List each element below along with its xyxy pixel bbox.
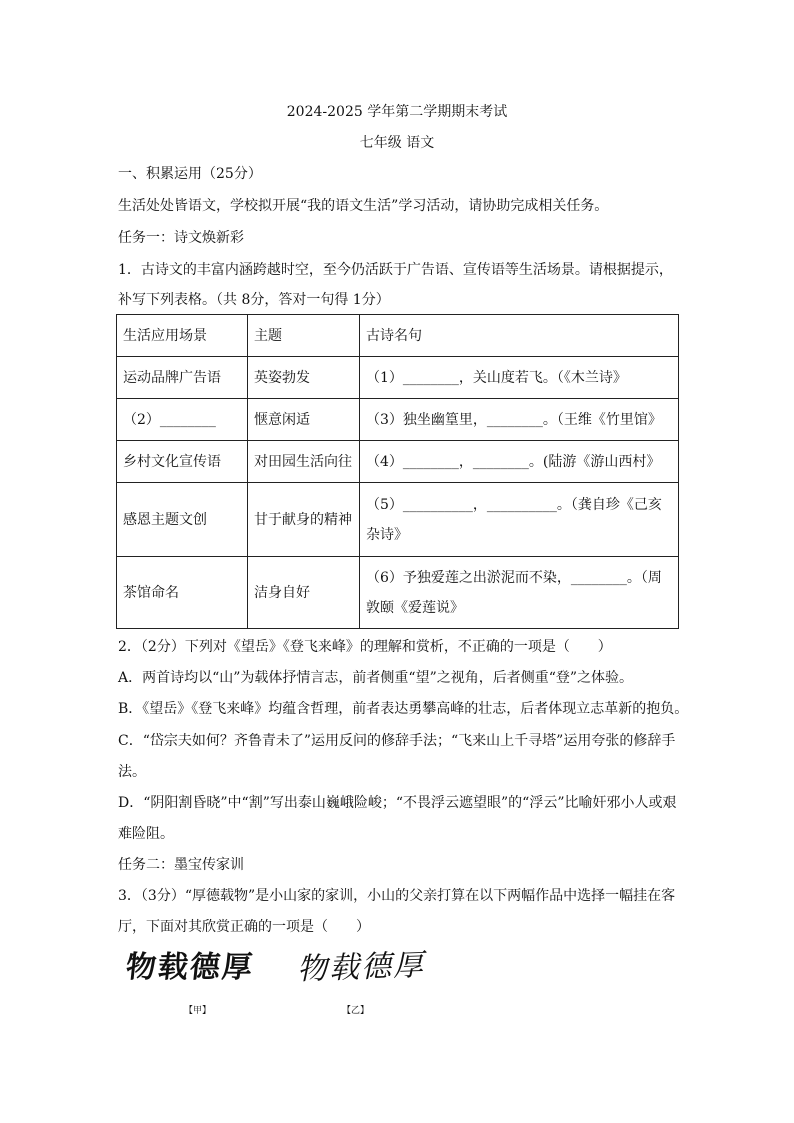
section-intro: 生活处处皆语文，学校拟开展“我的语文生活”学习活动，请协助完成相关任务。 [118,198,609,214]
calligraphy-jia-label: 【甲】 [184,1006,212,1016]
table-cell: 惬意闲适 [248,399,360,441]
q2-stem: 2．（2分）下列对《望岳》《登飞来峰》的理解和赏析，不正确的一项是（ ） [118,639,612,655]
table-header-row [117,315,679,357]
table-cell: 乡村文化宣传语 [117,441,248,483]
q2-option-c: C．“岱宗夫如何？齐鲁青未了”运用反问的修辞手法；“飞来山上千寻塔”运用夸张的修辞手 [118,733,676,749]
table-cell: （4）________，________。(陆游《游山西村》 [360,441,679,483]
q1-text: 1．古诗文的丰富内涵跨越时空，至今仍活跃于广告语、宣传语等生活场景。请根据提示， [118,262,673,278]
table-cell: （6）予独爱莲之出淤泥而不染，________。（周敦颐《爱莲说》 [360,557,679,629]
table-cell: 洁身自好 [248,557,360,629]
section-heading: 一、积累运用（25分） [118,166,262,182]
table-row [117,557,679,629]
task2-heading: 任务二：墨宝传家训 [118,857,244,873]
exam-subtitle: 七年级 语文 [359,135,435,151]
poem-table [116,314,679,629]
table-row [117,483,679,557]
table-row [117,399,679,441]
q2-option-c-continued: 法。 [118,764,146,780]
table-cell: （2）________ [117,399,248,441]
table-cell: （5）__________，__________。（龚自珍《己亥杂诗》 [360,483,679,557]
table-cell: （3）独坐幽篁里，________。（王维《竹里馆》 [360,399,679,441]
table-cell: （1）________，关山度若飞。（《木兰诗》 [360,357,679,399]
table-cell: 茶馆命名 [117,557,248,629]
calligraphy-jia: 物载德厚 [124,950,256,985]
q2-option-d-continued: 难险阻。 [118,826,174,842]
q2-option-a: A．两首诗均以“山”为载体抒情言志，前者侧重“望”之视角，后者侧重“登”之体验。 [118,670,634,686]
table-header-cell: 古诗名句 [360,315,679,357]
q3-text-continued: 厅，下面对其欣赏正确的一项是（ ） [118,919,370,935]
table-cell: 英姿勃发 [248,357,360,399]
table-cell: 对田园生活向往 [248,441,360,483]
q2-option-b: B．《望岳》《登飞来峰》均蕴含哲理，前者表达勇攀高峰的壮志，后者体现立志革新的抱负。 [118,701,689,717]
table-row [117,357,679,399]
table-cell: 运动品牌广告语 [117,357,248,399]
q2-option-d: D．“阴阳割昏晓”中“割”写出泰山巍峨险峻；“不畏浮云遮望眼”的“浮云”比喻奸邪小人或艰 [118,795,677,811]
task1-heading: 任务一：诗文焕新彩 [118,230,244,246]
q1-text-continued: 补写下列表格。（共 8分，答对一句得 1分） [118,292,390,308]
table-header-cell: 主题 [248,315,360,357]
table-cell: 甘于献身的精神 [248,483,360,557]
table-header-cell: 生活应用场景 [117,315,248,357]
calligraphy-yi-label: 【乙】 [342,1006,370,1016]
table-cell: 感恩主题文创 [117,483,248,557]
q3-text: 3．（3分）“厚德载物”是小山家的家训，小山的父亲打算在以下两幅作品中选择一幅挂在客 [118,888,676,904]
exam-title: 2024-2025 学年第二学期期末考试 [286,104,508,120]
calligraphy-yi: 物载德厚 [296,947,426,988]
table-row [117,441,679,483]
